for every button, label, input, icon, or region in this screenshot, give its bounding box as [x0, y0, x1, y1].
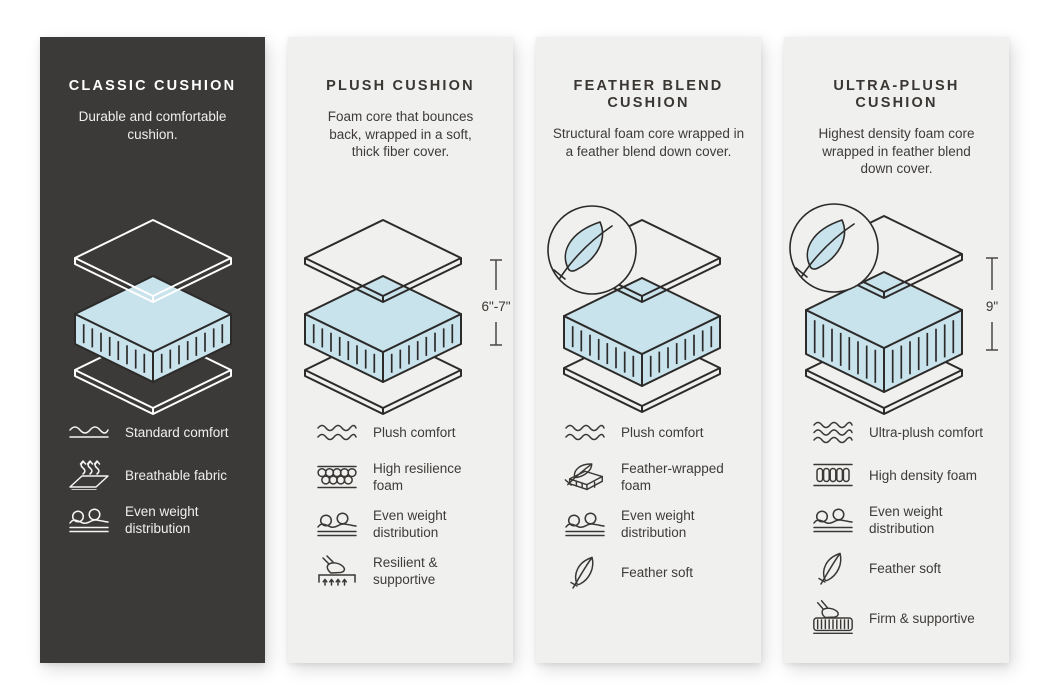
feature-label: Resilient & supportive [373, 555, 438, 587]
cushion-illustration [288, 210, 513, 417]
feature-list [536, 417, 761, 603]
card-description: Structural foam core wrapped in a feather blend down cover. [552, 126, 745, 159]
cushion-illustration [40, 210, 265, 417]
feature-item [66, 417, 259, 447]
feature-item [314, 417, 507, 447]
card-title: CLASSIC CUSHION [68, 78, 237, 94]
card-title: ULTRA-PLUSH CUSHION [833, 78, 960, 111]
card-head [784, 37, 1009, 210]
weight-distribution-icon [314, 511, 360, 537]
wave-double-icon [314, 421, 360, 443]
feature-item [66, 460, 259, 490]
feature-item [66, 503, 259, 537]
cushion-card-classic [40, 37, 265, 663]
feature-label: Feather-wrapped foam [621, 461, 724, 493]
feature-item [314, 460, 507, 494]
weight-distribution-icon [66, 507, 112, 533]
cushion-layers-svg [288, 210, 514, 414]
wave-single-icon [66, 422, 112, 442]
cushion-layers-svg [40, 210, 266, 414]
feature-label: Even weight distribution [869, 504, 943, 536]
feather-foam-icon [562, 460, 608, 494]
feature-label: Plush comfort [373, 424, 456, 440]
feature-label: Even weight distribution [373, 508, 447, 540]
feature-item [810, 550, 1003, 586]
foam-bubbles-icon [314, 463, 360, 491]
density-foam-icon [810, 461, 856, 489]
card-description: Foam core that bounces back, wrapped in a soft, thick fiber cover. [327, 109, 474, 159]
cushion-illustration [784, 210, 1009, 417]
cushion-illustration [536, 210, 761, 417]
feature-label: Feather soft [621, 564, 694, 580]
cushion-card-ultra-plush [784, 37, 1009, 663]
card-head [40, 37, 265, 210]
feature-label: Standard comfort [125, 424, 229, 440]
feature-item [810, 599, 1003, 637]
breathable-icon [66, 460, 112, 490]
feature-item [314, 507, 507, 541]
press-spring-icon [314, 555, 360, 587]
feature-label: High density foam [869, 467, 978, 483]
wave-triple-icon [810, 419, 856, 445]
feature-label: High resilience foam [373, 461, 462, 493]
feature-label: Plush comfort [621, 424, 704, 440]
feature-item [810, 417, 1003, 447]
card-head [536, 37, 761, 210]
weight-distribution-icon [810, 507, 856, 533]
card-description: Durable and comfortable cushion. [78, 109, 227, 142]
dimension-label: 9" [985, 299, 998, 314]
feather-badge [790, 204, 878, 292]
card-title: PLUSH CUSHION [326, 78, 475, 94]
dimension-label: 6"-7" [480, 299, 511, 314]
firm-press-icon [810, 599, 856, 637]
feature-item [562, 460, 755, 494]
feature-list [40, 417, 265, 550]
feature-label: Firm & supportive [869, 610, 975, 626]
card-description: Highest density foam core wrapped in feather blend down cover. [818, 126, 975, 176]
wave-double-icon [562, 421, 608, 443]
feature-item [810, 460, 1003, 490]
feature-label: Breathable fabric [125, 467, 228, 483]
feature-label: Even weight distribution [621, 508, 695, 540]
feature-item [562, 554, 755, 590]
feather-icon [810, 550, 856, 586]
cushion-card-feather-blend [536, 37, 761, 663]
cushion-layers-svg [536, 210, 762, 414]
card-title: FEATHER BLEND CUSHION [573, 78, 724, 111]
cushion-card-plush [288, 37, 513, 663]
feature-list [784, 417, 1009, 650]
feature-item [562, 417, 755, 447]
card-head [288, 37, 513, 210]
weight-distribution-icon [562, 511, 608, 537]
feature-list [288, 417, 513, 601]
feature-item [810, 503, 1003, 537]
feather-icon [562, 554, 608, 590]
feather-badge [548, 206, 636, 294]
feature-label: Feather soft [869, 560, 942, 576]
feature-item [314, 554, 507, 588]
feature-label: Even weight distribution [125, 504, 199, 536]
feature-item [562, 507, 755, 541]
cushion-layers-svg [784, 210, 1010, 414]
feature-label: Ultra-plush comfort [869, 424, 984, 440]
